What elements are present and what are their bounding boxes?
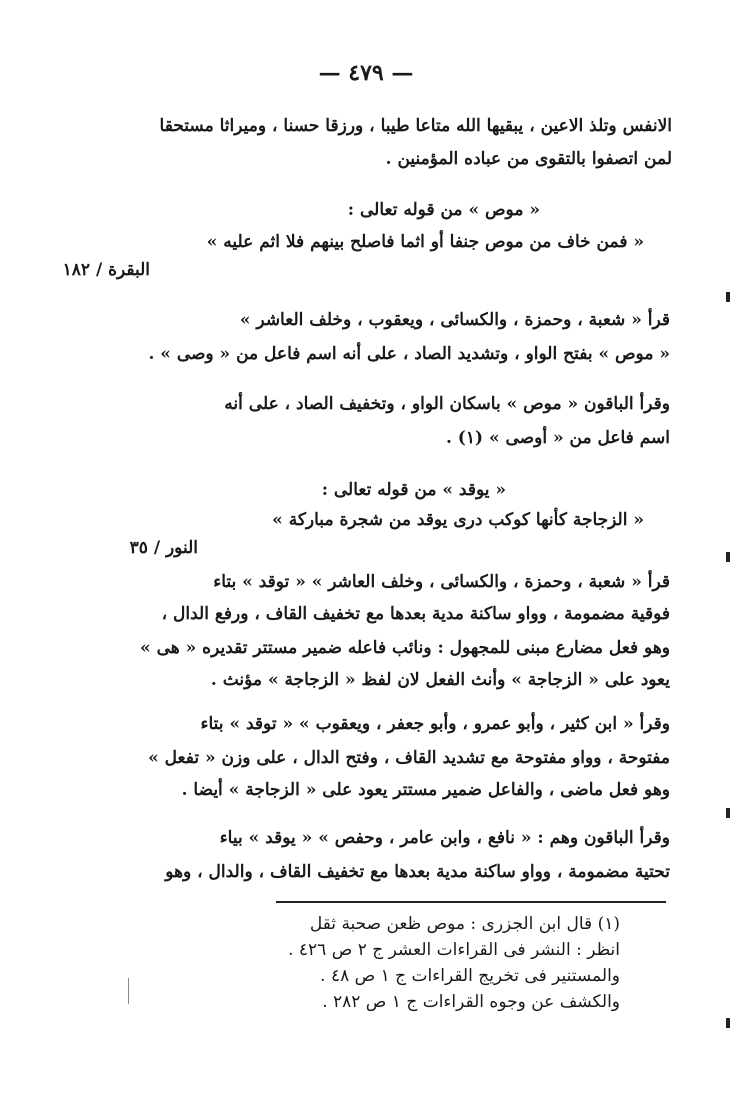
body-line: الانفس وتلذ الاعين ، يبقيها الله متاعا طيبا ، ورزقا حسنا ، وميراثا مستحقا bbox=[159, 116, 672, 136]
body-line: قرأ « شعبة ، وحمزة ، والكسائى ، وخلف العاشر » « توقد » بتاء bbox=[213, 572, 670, 592]
scan-margin-mark bbox=[726, 552, 730, 562]
body-line: وقرأ الباقون « موص » باسكان الواو ، وتخفيف الصاد ، على أنه bbox=[224, 394, 670, 414]
footnote-line: والكشف عن وجوه القراءات ج ١ ص ٢٨٢ . bbox=[322, 992, 620, 1012]
verse-reference: البقرة / ١٨٢ bbox=[62, 260, 150, 280]
footnote-separator bbox=[276, 901, 666, 903]
body-line: وهو فعل ماضى ، والفاعل ضمير مستتر يعود على « الزجاجة » أيضا . bbox=[181, 780, 670, 800]
footnote-line: (١) قال ابن الجزرى : موص ظعن صحبة ثقل bbox=[309, 914, 620, 934]
verse-reference: النور / ٣٥ bbox=[129, 538, 198, 558]
scan-margin-mark bbox=[726, 1018, 730, 1028]
quran-verse: « فمن خاف من موص جنفا أو اثما فاصلح بينهم فلا اثم عليه » bbox=[206, 232, 644, 252]
scan-margin-mark bbox=[726, 292, 730, 302]
body-line: وهو فعل مضارع مبنى للمجهول : ونائب فاعله ضمير مستتر تقديره « هى » bbox=[140, 638, 670, 658]
footnote-line: والمستنير فى تخريج القراءات ج ١ ص ٤٨ . bbox=[320, 966, 620, 986]
body-line: وقرأ الباقون وهم : « نافع ، وابن عامر ، وحفص » « يوقد » بياء bbox=[219, 828, 670, 848]
body-line: فوقية مضمومة ، وواو ساكنة مدية بعدها مع تخفيف القاف ، ورفع الدال ، bbox=[161, 604, 670, 624]
body-line: يعود على « الزجاجة » وأنث الفعل لان لفظ « الزجاجة » مؤنث . bbox=[210, 670, 670, 690]
body-line: لمن اتصفوا بالتقوى من عباده المؤمنين . bbox=[385, 149, 672, 169]
word-heading: « يوقد » من قوله تعالى : bbox=[321, 480, 506, 500]
footnote-line: انظر : النشر فى القراءات العشر ج ٢ ص ٤٢٦ . bbox=[288, 940, 620, 960]
body-line: وقرأ « ابن كثير ، وأبو عمرو ، وأبو جعفر ، ويعقوب » « توقد » بتاء bbox=[200, 714, 670, 734]
body-line: قرأ « شعبة ، وحمزة ، والكسائى ، ويعقوب ، وخلف العاشر » bbox=[239, 310, 670, 330]
word-heading: « موص » من قوله تعالى : bbox=[347, 200, 540, 220]
body-line: تحتية مضمومة ، وواو ساكنة مدية بعدها مع تخفيف القاف ، والدال ، وهو bbox=[165, 862, 670, 882]
body-line: « موص » بفتح الواو ، وتشديد الصاد ، على أنه اسم فاعل من « وصى » . bbox=[148, 344, 670, 364]
quran-verse: « الزجاجة كأنها كوكب درى يوقد من شجرة مباركة » bbox=[272, 510, 644, 530]
body-line: مفتوحة ، وواو مفتوحة مع تشديد القاف ، وفتح الدال ، على وزن « تفعل » bbox=[148, 748, 670, 768]
body-line: اسم فاعل من « أوصى » (١) . bbox=[445, 428, 670, 448]
scan-margin-mark bbox=[726, 808, 730, 818]
page-number: — ٤٧٩ — bbox=[318, 60, 414, 86]
scan-margin-mark bbox=[128, 978, 129, 1004]
